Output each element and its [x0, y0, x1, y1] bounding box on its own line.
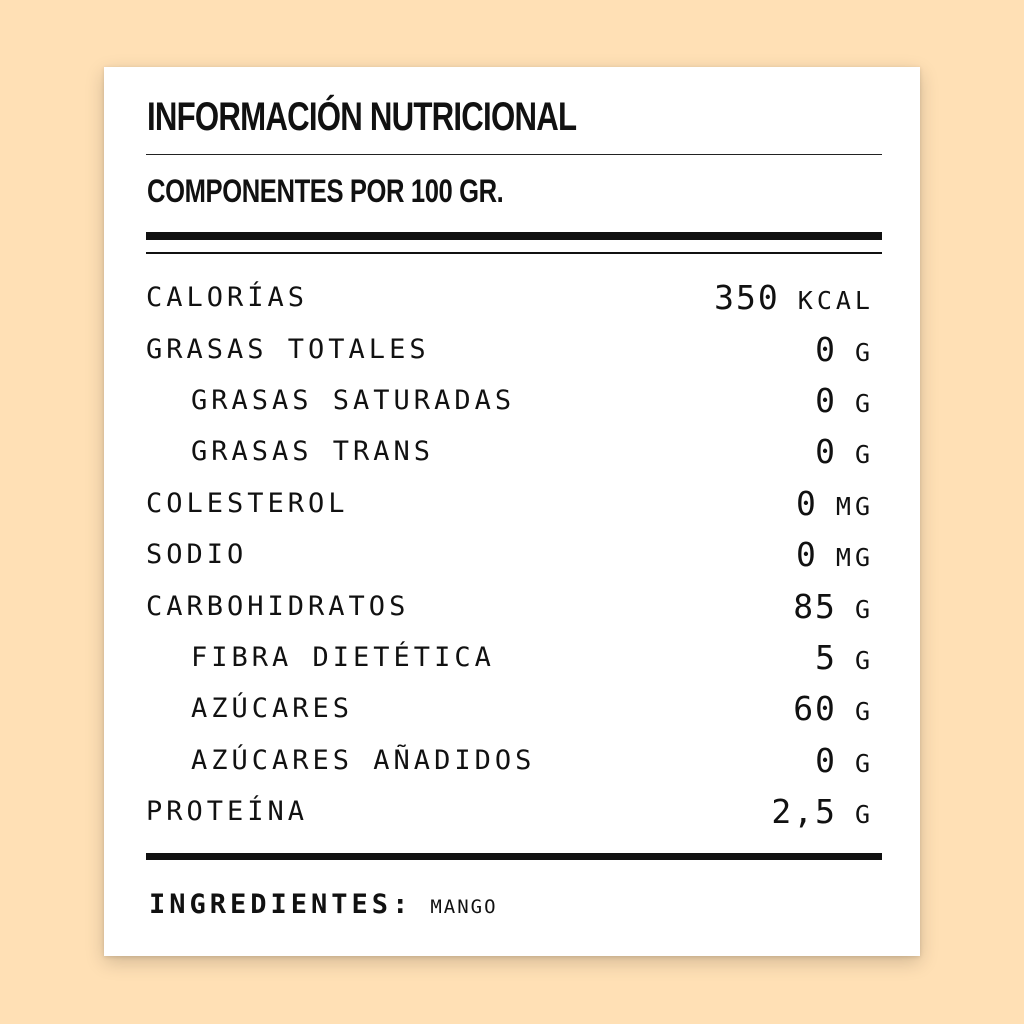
ingredients-label: INGREDIENTES:: [149, 889, 413, 920]
nutrient-amount: 60: [793, 689, 837, 729]
nutrient-amount: 0: [815, 432, 837, 472]
nutrient-name: PROTEÍNA: [146, 796, 309, 828]
nutrient-row: [146, 478, 874, 529]
nutrient-row: [146, 632, 874, 683]
nutrient-unit: G: [854, 645, 874, 675]
nutrient-amount: 2,5: [771, 792, 837, 832]
nutrient-name: AZÚCARES AÑADIDOS: [191, 744, 536, 776]
nutrient-unit: G: [854, 440, 874, 470]
nutrient-amount: 5: [815, 637, 837, 677]
nutrient-amount: 0: [815, 740, 837, 780]
nutrient-unit: G: [854, 594, 874, 624]
nutrient-value: [815, 330, 874, 369]
nutrient-value: [796, 484, 874, 523]
label-title: INFORMACIÓN NUTRICIONAL: [147, 95, 577, 139]
nutrient-amount: 0: [815, 329, 837, 369]
nutrient-amount: 0: [815, 380, 837, 420]
nutrient-name: CARBOHIDRATOS: [146, 590, 410, 622]
nutrient-row: [146, 786, 874, 837]
nutrient-amount: 0: [796, 535, 818, 575]
nutrient-value: [815, 741, 874, 780]
nutrient-name: COLESTEROL: [146, 487, 349, 519]
nutrient-unit: MG: [835, 491, 874, 521]
nutrient-name: GRASAS SATURADAS: [191, 384, 516, 416]
divider-thin: [146, 252, 882, 254]
nutrient-row: [146, 426, 874, 477]
ingredients-line: [149, 889, 498, 920]
nutrient-amount: 350: [714, 278, 780, 318]
nutrient-unit: G: [854, 748, 874, 778]
nutrient-unit: MG: [835, 543, 874, 573]
nutrient-amount: 0: [796, 483, 818, 523]
nutrient-name: FIBRA DIETÉTICA: [191, 641, 495, 673]
nutrient-unit: G: [854, 697, 874, 727]
nutrient-name: SODIO: [146, 539, 248, 571]
nutrient-row: [146, 375, 874, 426]
nutrient-value: [793, 587, 874, 626]
nutrient-row: [146, 272, 874, 323]
nutrient-unit: G: [854, 388, 874, 418]
nutrient-name: CALORÍAS: [146, 282, 309, 314]
nutrient-row: [146, 735, 874, 786]
nutrient-value: [796, 535, 874, 574]
divider-thick: [146, 853, 882, 860]
nutrient-value: [815, 432, 874, 471]
label-subtitle: COMPONENTES POR 100 GR.: [147, 173, 504, 209]
divider-thin: [146, 154, 882, 155]
nutrient-value: [815, 638, 874, 677]
nutrient-amount: 85: [793, 586, 837, 626]
nutrient-unit: KCAL: [797, 286, 874, 316]
nutrient-value: [815, 381, 874, 420]
nutrient-value: [793, 689, 874, 728]
nutrient-unit: G: [854, 800, 874, 830]
nutrient-row: [146, 580, 874, 631]
nutrient-name: GRASAS TOTALES: [146, 333, 430, 365]
nutrient-list: [146, 272, 874, 837]
nutrient-value: [771, 792, 874, 831]
nutrient-name: AZÚCARES: [191, 693, 354, 725]
nutrient-row: [146, 683, 874, 734]
nutrient-row: [146, 529, 874, 580]
nutrient-unit: G: [854, 337, 874, 367]
nutrient-row: [146, 323, 874, 374]
nutrition-label: [104, 67, 920, 956]
nutrient-name: GRASAS TRANS: [191, 436, 435, 468]
ingredients-value: MANGO: [430, 896, 498, 918]
divider-thick: [146, 232, 882, 240]
nutrient-value: [714, 278, 874, 317]
